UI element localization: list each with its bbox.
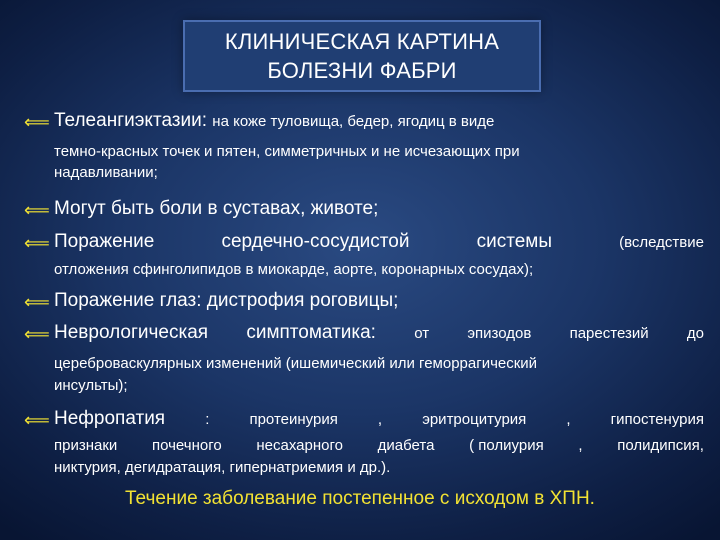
arrow-bullet-icon: ⟸ xyxy=(24,324,50,344)
item-heading-word: эритроцитурия xyxy=(422,411,527,428)
item-continuation: инсульты); xyxy=(54,377,128,394)
item-continuation: темно-красных точек и пятен, симметричных и не исчезающих при xyxy=(54,143,520,160)
item-continuation: цереброваскулярных изменений (ишемический или геморрагический xyxy=(54,355,538,372)
item-heading-word: протеинурия xyxy=(249,411,338,428)
item-continuation-word: ( полиурия xyxy=(469,437,544,454)
item-heading: Поражение глаз: дистрофия роговицы; xyxy=(54,290,399,311)
footer-conclusion: Течение заболевание постепенное с исходом в ХПН. xyxy=(125,488,595,509)
arrow-bullet-icon: ⟸ xyxy=(24,112,50,132)
item-continuation-word: признаки xyxy=(54,437,118,454)
list-item-nephropathy xyxy=(24,406,704,476)
item-heading-word: (вследствие xyxy=(619,234,704,251)
list-item-eyes xyxy=(24,288,704,314)
item-heading-word: симптоматика: xyxy=(246,322,376,343)
item-continuation-word: , xyxy=(578,437,583,454)
list-item-neurological xyxy=(24,320,704,394)
item-continuation xyxy=(54,436,704,456)
item-heading-word: : xyxy=(205,411,210,428)
item-continuation: никтурия, дегидратация, гипернатриемия и др.). xyxy=(54,459,391,476)
arrow-bullet-icon: ⟸ xyxy=(24,410,50,430)
arrow-bullet-icon: ⟸ xyxy=(24,200,50,220)
item-heading-word: гипостенурия xyxy=(610,411,704,428)
item-continuation-word: диабета xyxy=(377,437,435,454)
arrow-bullet-icon: ⟸ xyxy=(24,292,50,312)
title-box xyxy=(183,20,541,92)
item-heading-word: до xyxy=(686,325,704,342)
list-item-telangiectasia xyxy=(24,108,704,181)
item-continuation-word: несахарного xyxy=(256,437,343,454)
item-heading: Телеангиэктазии: xyxy=(54,110,208,131)
item-continuation-word: полидипсия, xyxy=(617,437,704,454)
item-heading: Могут быть боли в суставах, животе; xyxy=(54,198,379,219)
item-heading-rest: на коже туловища, бедер, ягодиц в виде xyxy=(212,113,495,130)
item-continuation: надавливании; xyxy=(54,164,158,181)
list-item-pain xyxy=(24,196,704,222)
item-heading-word: эпизодов xyxy=(467,325,532,342)
title-line-1: КЛИНИЧЕСКАЯ КАРТИНА xyxy=(224,29,500,54)
item-continuation: отложения сфинголипидов в миокарде, аорте, коронарных сосудах); xyxy=(54,261,534,278)
item-heading-word: от xyxy=(414,325,430,342)
title-line-2: БОЛЕЗНИ ФАБРИ xyxy=(267,58,457,83)
item-continuation-word: почечного xyxy=(151,437,222,454)
item-heading-word: , xyxy=(566,411,571,428)
item-heading-word: сердечно-сосудистой xyxy=(221,231,410,252)
list-item-cardiovascular xyxy=(24,229,704,278)
item-heading-word: Неврологическая xyxy=(54,322,209,343)
item-heading-word: системы xyxy=(476,231,552,252)
arrow-bullet-icon: ⟸ xyxy=(24,233,50,253)
item-heading-word: Поражение xyxy=(54,231,155,252)
item-heading-word: Нефропатия xyxy=(54,408,166,429)
item-heading-word: , xyxy=(377,411,383,428)
item-heading-word: парестезий xyxy=(569,325,649,342)
